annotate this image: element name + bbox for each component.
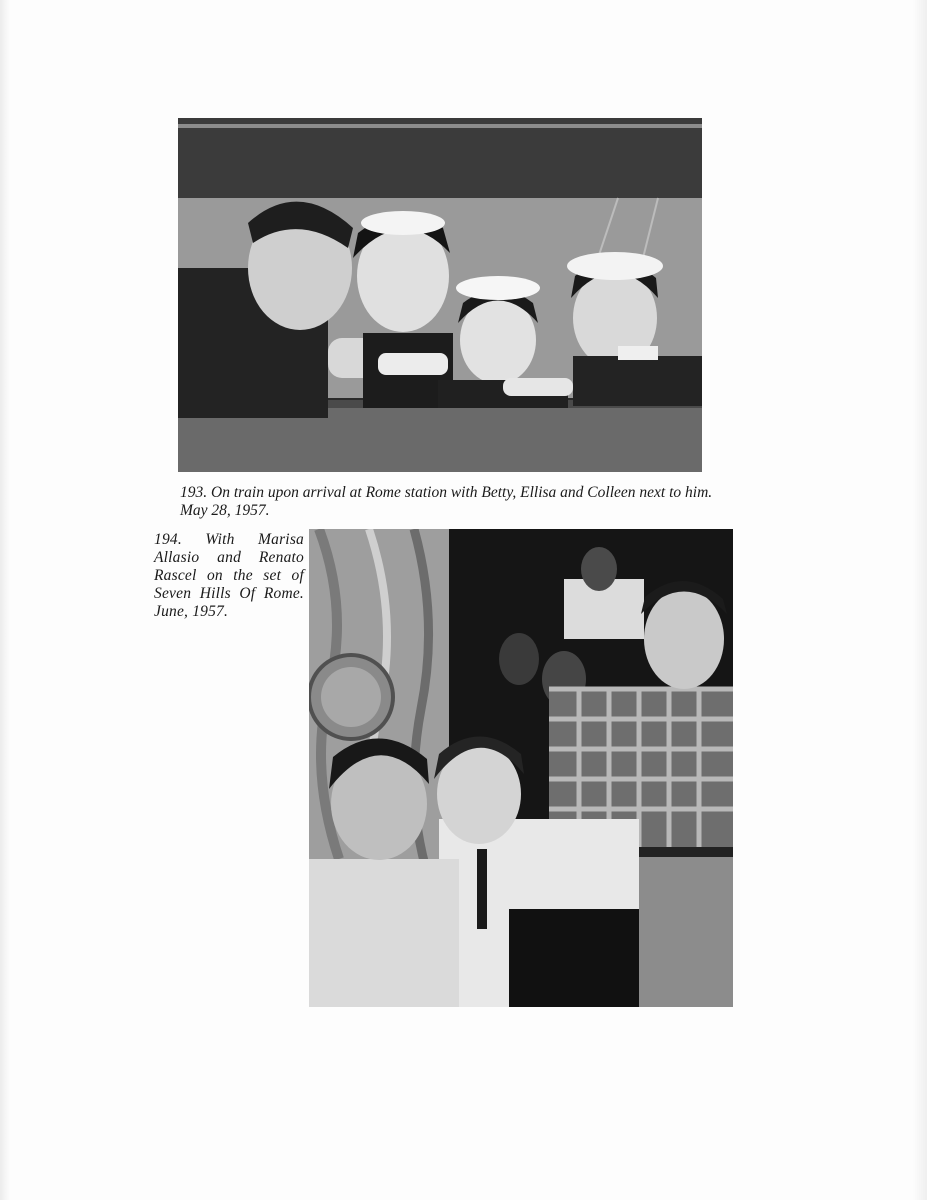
photo-film-set-image (309, 529, 733, 1007)
caption-194-line-1: 194. With Marisa (154, 531, 304, 548)
scan-edge-left (0, 0, 10, 1200)
photo-train-family (178, 118, 702, 472)
caption-193-line-2: May 28, 1957. (180, 502, 270, 519)
caption-193 (180, 484, 740, 520)
caption-194-line-3: Rascel on the set of (154, 567, 304, 584)
caption-193-line-1: 193. On train upon arrival at Rome station with Betty, Ellisa and Colleen next to him. (180, 484, 713, 501)
caption-194-line-5: June, 1957. (154, 603, 229, 620)
caption-194-line-4: Seven Hills Of Rome. (154, 585, 304, 602)
scan-edge-right (913, 0, 927, 1200)
caption-194-line-2: Allasio and Renato (154, 549, 304, 566)
caption-194 (154, 531, 304, 621)
photo-train-family-image (178, 118, 702, 472)
photo-film-set (309, 529, 733, 1007)
